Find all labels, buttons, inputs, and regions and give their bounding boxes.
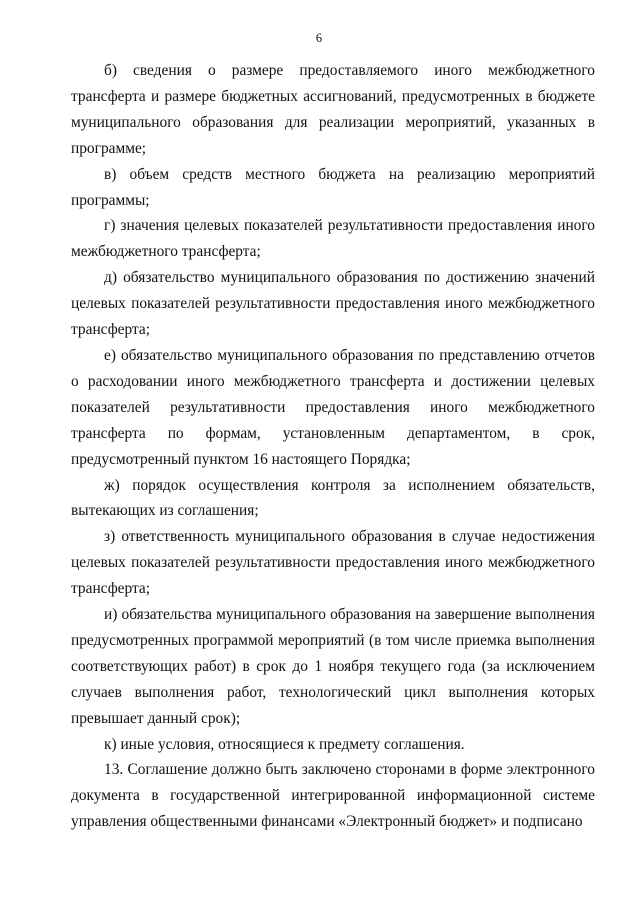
- paragraph-v: в) объем средств местного бюджета на реализацию мероприятий программы;: [71, 165, 595, 209]
- paragraph-d: д) обязательство муниципального образования по достижению значений целевых показателей результативности предоставления иного межбюджетного трансферта;: [71, 269, 595, 339]
- paragraph-e: е) обязательство муниципального образования по представлению отчетов о расходовании иного межбюджетного трансферта и достижении целевых показателей результативности предоставления иного межбюджетного трансферта по формам, установленным департаментом, в срок, предусмотренный пунктом 16 настоящего Порядка;: [71, 346, 595, 468]
- document-body: [71, 58, 595, 835]
- paragraph-zh: ж) порядок осуществления контроля за исполнением обязательств, вытекающих из соглашения;: [71, 476, 595, 520]
- paragraph-i: и) обязательства муниципального образования на завершение выполнения предусмотренных программой мероприятий (в том числе приемка выполнения соответствующих работ) в срок до 1 ноября текущего года (за исключением случаев выполнения работ, технологический цикл выполнения которых превышает данный срок);: [71, 606, 595, 727]
- paragraph-b: б) сведения о размере предоставляемого иного межбюджетного трансферта и размере бюджетных ассигнований, предусмотренных в бюджете муниципального образования для реализации мероприятий, указанных в программе;: [71, 62, 595, 157]
- paragraph-g: г) значения целевых показателей результативности предоставления иного межбюджетного трансферта;: [71, 217, 595, 261]
- page-number: 6: [315, 31, 323, 45]
- paragraph-z: з) ответственность муниципального образования в случае недостижения целевых показателей результативности предоставления иного межбюджетного трансферта;: [71, 528, 595, 598]
- paragraph-k: к) иные условия, относящиеся к предмету соглашения.: [104, 735, 465, 753]
- paragraph-13: 13. Соглашение должно быть заключено сторонами в форме электронного документа в государственной интегрированной информационной системе управления общественными финансами «Электронный бюджет» и подписано: [71, 761, 595, 831]
